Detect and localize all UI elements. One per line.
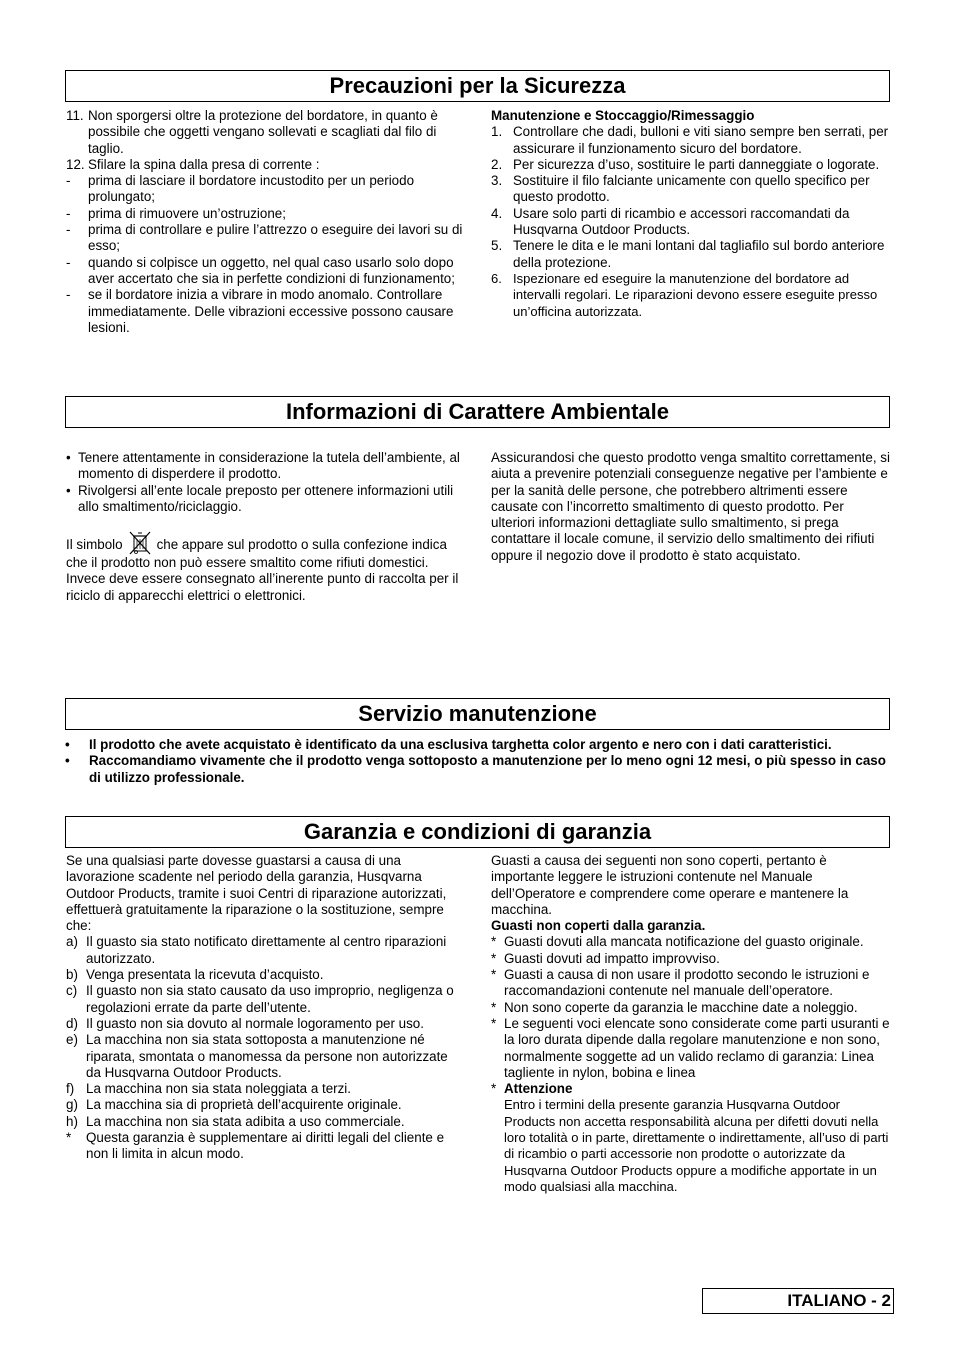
safety-list-item-marker: 12. — [66, 156, 85, 172]
symbol-text-before: Il simbolo — [66, 537, 123, 553]
disposal-paragraph: Assicurandosi che questo prodotto venga smaltito correttamente, si aiuta a prevenire potenziali conseguenze negative per l’ambiente e per la sanità delle persone, che potrebbero altrimenti essere causate con l’incorretto smaltimento di questo prodotto. Per ulteriori informazioni dettagliate sullo smaltimento, si prega contattare il locale comune, il servizio dello smaltimento dei rifiuti oppure il negozio dove il prodotto è stato acquistato. — [491, 450, 890, 563]
not-covered-item-text: Le seguenti voci elencate sono considerate come parti usuranti e la loro durata dipende dalla regolare manutenzione e non sono, normalmente soggette ad un valido reclamo di garanzia: Linea tagliente in nylon, bobina e linea — [504, 1015, 890, 1080]
warranty-condition-item — [66, 1081, 466, 1097]
maintenance-list-item — [491, 238, 891, 271]
warranty-intro: Se una qualsiasi parte dovesse guastarsi a causa di una lavorazione scadente nel periodo della garanzia, Husqvarna Outdoor Products, tramite i suoi Centri di riparazione autorizzati, effettuerà gratuitamente la riparazione o la sostituzione, sempre che: — [66, 853, 447, 934]
warranty-right-column — [491, 853, 891, 1195]
section-title-safety: Precauzioni per la Sicurezza — [65, 70, 890, 102]
service-bullet-item-marker: • — [65, 737, 70, 752]
warranty-condition-item — [66, 1032, 466, 1081]
not-covered-item-marker: * — [491, 934, 497, 950]
safety-list-item-marker: - — [66, 287, 71, 303]
maintenance-list-item — [491, 173, 891, 206]
safety-list-item-text: se il bordatore inizia a vibrare in modo anomalo. Controllare immediatamente. Delle vibrazioni eccessive possono causare lesioni. — [88, 287, 454, 335]
maintenance-list-item — [491, 206, 891, 239]
not-covered-item-text: Guasti dovuti alla mancata notificazione del guasto originale. — [504, 934, 864, 950]
warranty-condition-item-marker: a) — [66, 934, 78, 950]
maintenance-list-item-marker: 1. — [491, 124, 503, 140]
not-covered-item-marker: * — [491, 999, 497, 1015]
not-covered-item-text: Guasti a causa di non usare il prodotto secondo le istruzioni e raccomandazioni contenute nel manuale dell’operatore. — [504, 967, 870, 999]
warranty-condition-item — [66, 934, 466, 967]
warranty-condition-item-marker: c) — [66, 983, 78, 999]
maintenance-list-item — [491, 124, 891, 157]
warranty-condition-item — [66, 967, 466, 983]
service-bullet-item — [65, 737, 891, 753]
not-covered-item-marker: * — [491, 967, 497, 983]
environment-bullet-item — [66, 483, 461, 516]
warranty-condition-item-marker: e) — [66, 1032, 78, 1048]
not-covered-item — [491, 951, 891, 967]
maintenance-list-item — [491, 157, 891, 173]
warranty-condition-item-marker: d) — [66, 1015, 78, 1031]
warranty-condition-item-text: Il guasto non sia dovuto al normale logoramento per uso. — [86, 1015, 424, 1031]
maintenance-list-item-text: Usare solo parti di ricambio e accessori raccomandati da Husqvarna Outdoor Products. — [513, 205, 850, 238]
safety-list-item — [66, 222, 466, 255]
environment-right-column — [491, 450, 891, 564]
warranty-condition-item-marker: g) — [66, 1097, 78, 1113]
not-covered-item-text: Guasti dovuti ad impatto improvviso. — [504, 950, 720, 966]
service-bullet-item-text: Il prodotto che avete acquistato è identificato da una esclusiva targhetta color argento e nero con i dati caratteristici. — [89, 737, 832, 752]
environment-left-column — [66, 450, 461, 604]
maintenance-list-item-text: Sostituire il filo falciante unicamente con quello specifico per questo prodotto. — [513, 173, 870, 205]
not-covered-item — [491, 967, 891, 1000]
warranty-condition-item-marker: h) — [66, 1113, 78, 1129]
maintenance-list-item-text: Tenere le dita e le mani lontani dal tagliafilo sul bordo anteriore della protezione. — [513, 238, 885, 270]
environment-bullet-item — [66, 450, 461, 483]
warranty-condition-item-text: Il guasto sia stato notificato direttamente al centro riparazioni autorizzato. — [86, 934, 447, 966]
service-bullet-item-text: Raccomandiamo vivamente che il prodotto venga sottoposto a manutenzione per lo meno ogni 12 mesi, o più spesso in caso di utilizzo professionale. — [89, 753, 886, 785]
environment-bullet-item-text: Tenere attentamente in considerazione la tutela dell’ambiente, al momento di disperdere il prodotto. — [78, 450, 460, 482]
safety-list-item — [66, 287, 466, 336]
not-covered-item-text: Non sono coperte da garanzia le macchine date a noleggio. — [504, 999, 858, 1015]
service-list — [65, 737, 891, 786]
safety-list-item-marker: 11. — [66, 108, 84, 123]
safety-list-item-text: prima di lasciare il bordatore incustodito per un periodo prolungato; — [88, 173, 415, 205]
symbol-paragraph — [66, 531, 461, 604]
not-covered-item-marker: * — [491, 1015, 497, 1031]
attention-title: Attenzione — [504, 1081, 573, 1097]
warranty-condition-item-marker: f) — [66, 1081, 75, 1097]
warranty-condition-item — [66, 983, 466, 1016]
warranty-right-intro: Guasti a causa dei seguenti non sono coperti, pertanto è importante leggere le istruzioni contenute nel Manuale dell’Operatore e comprendere come operare e mantenere la macchina. — [491, 853, 849, 917]
section-title-warranty: Garanzia e condizioni di garanzia — [65, 816, 890, 848]
warranty-condition-item — [66, 1130, 466, 1163]
safety-list-item-marker: - — [66, 205, 71, 221]
warranty-condition-item-text: La macchina non sia stata noleggiata a terzi. — [86, 1081, 352, 1097]
warranty-condition-item — [66, 1097, 466, 1113]
not-covered-item — [491, 934, 891, 950]
safety-list-item-text: prima di controllare e pulire l’attrezzo o eseguire dei lavori su di esso; — [88, 222, 463, 254]
crossed-out-wheelie-bin-icon — [127, 531, 153, 555]
safety-left-column — [66, 108, 466, 336]
maintenance-list-item-marker: 6. — [491, 270, 502, 286]
attention-mark: * — [491, 1081, 497, 1097]
warranty-left-column — [66, 853, 466, 1163]
section-title-environment: Informazioni di Carattere Ambientale — [65, 396, 890, 428]
safety-right-column — [491, 108, 891, 320]
safety-list-item-marker: - — [66, 173, 71, 189]
warranty-condition-item-text: Questa garanzia è supplementare ai diritti legali del cliente e non li limita in alcun modo. — [86, 1130, 445, 1162]
maintenance-list-item-text: Ispezionare ed eseguire la manutenzione del bordatore ad intervalli regolari. Le riparazioni devono essere eseguite presso un’officina autorizzata. — [513, 270, 878, 319]
service-bullet-item — [65, 753, 891, 786]
section-title-service: Servizio manutenzione — [65, 698, 890, 730]
maintenance-list-item-text: Controllare che dadi, bulloni e viti siano sempre ben serrati, per assicurare il funzionamento sicuro del bordatore. — [513, 124, 889, 156]
maintenance-list-item-marker: 2. — [491, 156, 503, 172]
safety-list-item — [66, 255, 466, 288]
not-covered-heading: Guasti non coperti dalla garanzia. — [491, 918, 706, 934]
maintenance-list-item-marker: 5. — [491, 238, 503, 254]
environment-bullet-item-marker: • — [66, 450, 71, 465]
symbol-text-after: che appare sul prodotto o sulla confezione indica che il prodotto non può essere smaltito come rifiuti domestici. Invece deve essere consegnato all’inerente punto di raccolta per il riciclo di apparecchi elettrici o elettronici. — [66, 537, 459, 603]
environment-bullet-item-marker: • — [66, 482, 71, 498]
safety-list-item-marker: - — [66, 222, 71, 238]
page-footer-label: ITALIANO - 2 — [702, 1288, 894, 1314]
attention-text: Entro i termini della presente garanzia Husqvarna Outdoor Products non accetta responsabilità alcuna per difetti dovuti nella loro totalità o in parte, direttamente o indirettamente, all’uso di parti di ricambio o parti accessorie non prodotte o autorizzate da Husqvarna Outdoor Products oppure a modifiche apportate in un modo qualsiasi alla macchina. — [504, 1097, 889, 1194]
environment-bullet-item-text: Rivolgersi all’ente locale preposto per ottenere informazioni utili allo smaltimento/riciclaggio. — [78, 482, 454, 514]
warranty-condition-item-marker: * — [66, 1130, 72, 1146]
not-covered-item-marker: * — [491, 950, 497, 966]
safety-list-item-text: quando si colpisce un oggetto, nel qual caso usarlo solo dopo aver accertato che sia in perfette condizioni di funzionamento; — [88, 254, 455, 286]
warranty-condition-item-text: La macchina non sia stata sottoposta a manutenzione né riparata, smontata o manomessa da persone non autorizzate da Husqvarna Outdoor Products. — [86, 1032, 448, 1080]
service-bullet-item-marker: • — [65, 753, 70, 769]
safety-list-item — [66, 108, 466, 157]
safety-list-item-text: Non sporgersi oltre la protezione del bordatore, in quanto è possibile che oggetti vengano sollevati e scagliati dal filo di taglio. — [88, 108, 438, 156]
safety-list-item — [66, 157, 466, 173]
attention-item — [491, 1081, 891, 1195]
maintenance-heading: Manutenzione e Stoccaggio/Rimessaggio — [491, 108, 755, 123]
warranty-condition-item-text: Venga presentata la ricevuta d’acquisto. — [86, 967, 324, 983]
not-covered-item — [491, 1000, 891, 1016]
maintenance-list-item-marker: 4. — [491, 205, 503, 221]
maintenance-list-item-marker: 3. — [491, 173, 503, 189]
safety-list-item — [66, 206, 466, 222]
warranty-condition-item — [66, 1114, 466, 1130]
warranty-condition-item-text: Il guasto non sia stato causato da uso improprio, negligenza o regolazioni errate da parte dell’utente. — [86, 983, 454, 1015]
warranty-condition-item-text: La macchina sia di proprietà dell’acquirente originale. — [86, 1097, 402, 1113]
warranty-condition-item-marker: b) — [66, 967, 78, 983]
safety-list-item-text: Sfilare la spina dalla presa di corrente : — [88, 156, 320, 172]
safety-list-item-text: prima di rimuovere un’ostruzione; — [88, 205, 286, 221]
warranty-condition-item-text: La macchina non sia stata adibita a uso commerciale. — [86, 1113, 405, 1129]
safety-list-item-marker: - — [66, 254, 71, 270]
maintenance-list-item-text: Per sicurezza d’uso, sostituire le parti danneggiate o logorate. — [513, 156, 880, 172]
warranty-condition-item — [66, 1016, 466, 1032]
not-covered-item — [491, 1016, 891, 1081]
safety-list-item — [66, 173, 466, 206]
maintenance-list-item — [491, 271, 891, 320]
